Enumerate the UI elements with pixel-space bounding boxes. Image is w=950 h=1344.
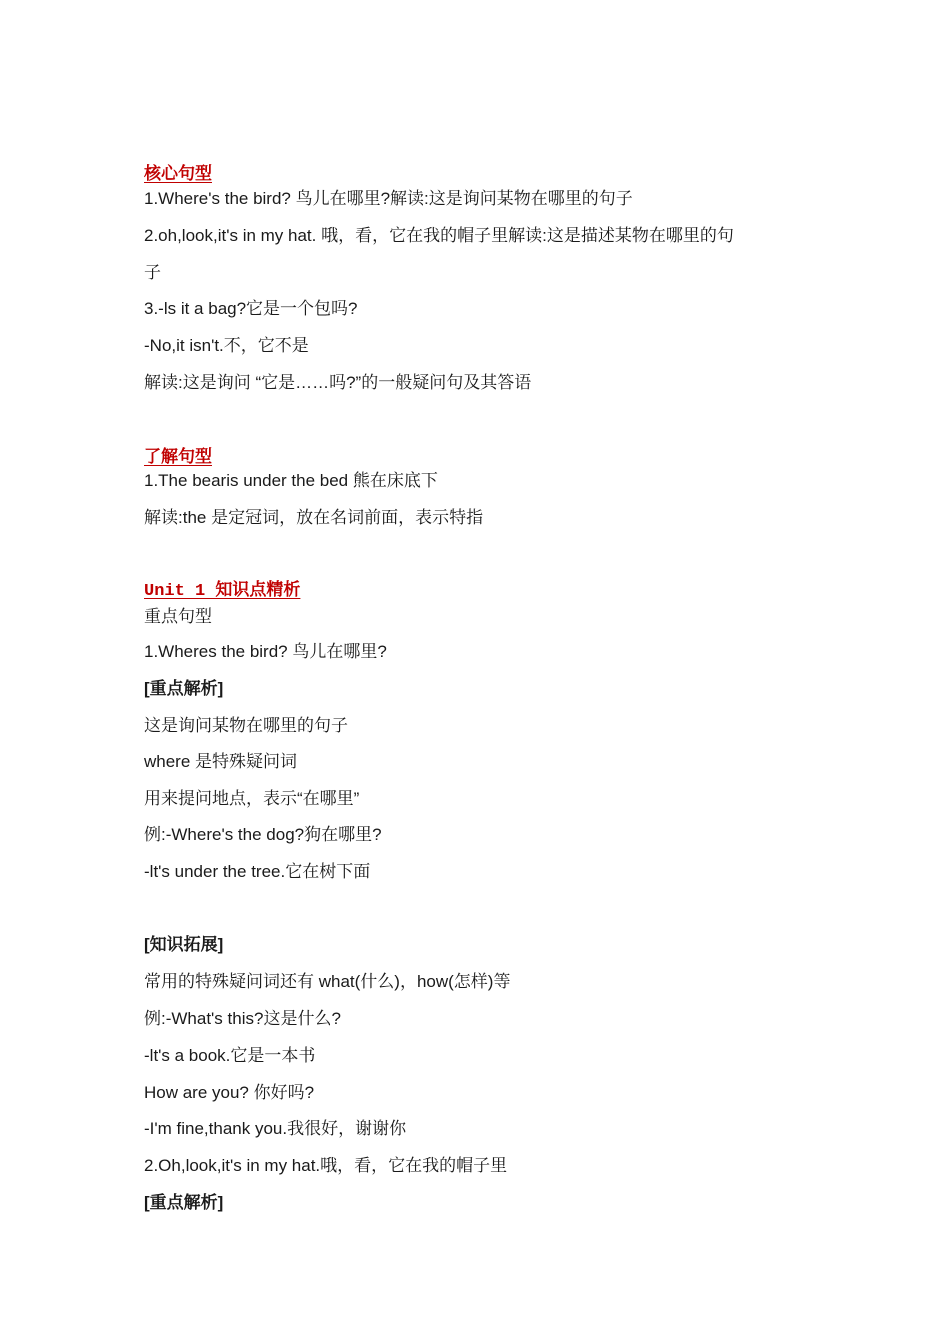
text-line: 2.Oh,look,it's in my hat.哦，看，它在我的帽子里 — [144, 1156, 508, 1175]
text-line: -lt's under the tree.它在树下面 — [144, 862, 371, 881]
text-line: -I'm fine,thank you.我很好，谢谢你 — [144, 1119, 407, 1138]
text-line: 3.-ls it a bag?它是一个包吗? — [144, 299, 358, 318]
text-line: 常用的特殊疑问词还有 what(什么)，how(怎样)等 — [144, 972, 511, 991]
section-heading-unit: Unit 1 知识点精析 — [144, 582, 301, 601]
section-heading-core: 核心句型 — [144, 164, 212, 183]
text-line: -lt's a book.它是一本书 — [144, 1046, 316, 1065]
subheading-key-analysis: [重点解析] — [144, 679, 224, 698]
text-line: 1.Where's the bird? 鸟儿在哪里?解读:这是询问某物在哪里的句子 — [144, 189, 633, 208]
text-line: 例:-Where's the dog?狗在哪里? — [144, 825, 382, 844]
text-line: 子 — [144, 263, 161, 282]
subheading-key-analysis: [重点解析] — [144, 1193, 224, 1212]
text-line: 解读:这是询问 “它是……吗?”的一般疑问句及其答语 — [144, 373, 532, 392]
section-heading-understand: 了解句型 — [144, 447, 212, 466]
text-line: 用来提问地点，表示“在哪里” — [144, 789, 360, 808]
text-line: 1.Wheres the bird? 鸟儿在哪里? — [144, 642, 387, 661]
text-line: How are you? 你好吗? — [144, 1083, 315, 1102]
text-line: 1.The bearis under the bed 熊在床底下 — [144, 471, 438, 490]
text-line: 2.oh,look,it's in my hat. 哦，看，它在我的帽子里解读:这是描述某物在哪里的句 — [144, 226, 734, 245]
text-line: 解读:the 是定冠词，放在名词前面，表示特指 — [144, 508, 484, 527]
text-line: 例:-What's this?这是什么? — [144, 1009, 341, 1028]
text-line: -No,it isn't.不，它不是 — [144, 336, 309, 355]
text-line: 重点句型 — [144, 607, 212, 626]
text-line: where 是特殊疑问词 — [144, 752, 298, 771]
text-line: 这是询问某物在哪里的句子 — [144, 716, 348, 735]
subheading-knowledge-extension: [知识拓展] — [144, 935, 224, 954]
